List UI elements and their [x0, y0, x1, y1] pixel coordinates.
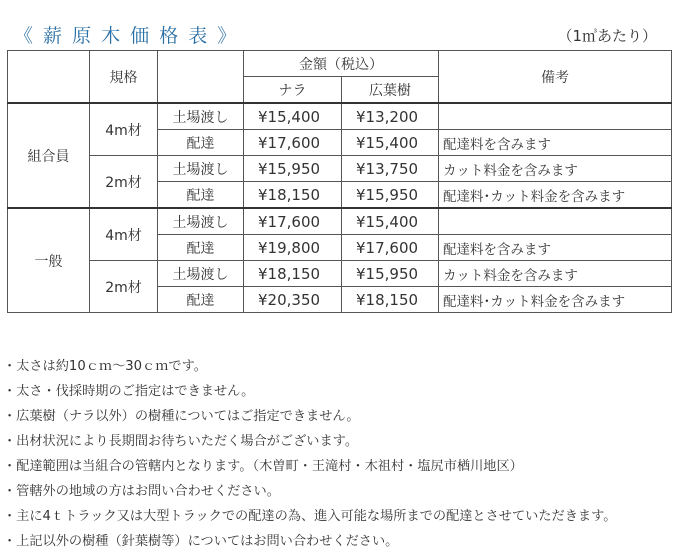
note-item: ・広葉樹（ナラ以外）の樹種についてはご指定できません。: [3, 409, 360, 424]
kouyouju-price-cell: ¥15,950: [342, 182, 439, 209]
header-kouyouju: 広葉樹: [342, 77, 439, 104]
header-nara: ナラ: [244, 77, 342, 104]
kouyouju-price-cell: ¥17,600: [342, 235, 439, 261]
size-cell: 2m材: [90, 261, 158, 313]
header-amount: 金額（税込）: [244, 51, 439, 77]
nara-price-cell: ¥17,600: [244, 130, 342, 156]
nara-price-cell: ¥19,800: [244, 235, 342, 261]
delivery-cell: 土場渡し: [158, 156, 244, 182]
remarks-cell: カット料金を含みます: [439, 261, 672, 287]
nara-price-cell: ¥17,600: [244, 208, 342, 235]
kouyouju-price-cell: ¥13,750: [342, 156, 439, 182]
kouyouju-price-cell: ¥15,400: [342, 208, 439, 235]
kouyouju-price-cell: ¥15,950: [342, 261, 439, 287]
delivery-cell: 土場渡し: [158, 208, 244, 235]
kouyouju-price-cell: ¥13,200: [342, 103, 439, 130]
nara-price-cell: ¥15,400: [244, 103, 342, 130]
remarks-cell: [439, 103, 672, 130]
price-table: [7, 50, 672, 313]
delivery-cell: 配達: [158, 235, 244, 261]
kouyouju-price-cell: ¥18,150: [342, 287, 439, 313]
header-blank-cell: [8, 51, 90, 104]
remarks-cell: 配達料を含みます: [439, 130, 672, 156]
table-row: [8, 103, 672, 130]
size-cell: 2m材: [90, 156, 158, 209]
nara-price-cell: ¥15,950: [244, 156, 342, 182]
member-type-cell: 組合員: [8, 103, 90, 208]
page-title: 《 薪 原 木 価 格 表 》: [14, 25, 239, 47]
header-blank-cell: [158, 51, 244, 104]
table-row: [8, 261, 672, 287]
note-item: ・配達範囲は当組合の管轄内となります。（木曽町・王滝村・木祖村・塩尻市楢川地区）: [3, 459, 523, 474]
remarks-cell: 配達料･カット料金を含みます: [439, 182, 672, 209]
kouyouju-price-cell: ¥15,400: [342, 130, 439, 156]
table-row: [8, 156, 672, 182]
notes-list: [3, 354, 616, 554]
delivery-cell: 土場渡し: [158, 103, 244, 130]
member-type-cell: 一般: [8, 208, 90, 313]
note-item: ・主に4ｔトラック又は大型トラックでの配達の為、進入可能な場所までの配達とさせていただきます。: [3, 509, 617, 524]
header-spec: 規格: [90, 51, 158, 104]
note-item: ・管轄外の地域の方はお問い合わせください。: [3, 484, 280, 499]
header-remarks: 備考: [439, 51, 672, 104]
delivery-cell: 配達: [158, 130, 244, 156]
note-item: ・太さ・伐採時期のご指定はできません。: [3, 384, 255, 399]
unit-label: （1㎥あたり）: [557, 27, 657, 45]
nara-price-cell: ¥20,350: [244, 287, 342, 313]
note-item: ・上記以外の樹種（針葉樹等）についてはお問い合わせください。: [3, 534, 399, 549]
remarks-cell: カット料金を含みます: [439, 156, 672, 182]
size-cell: 4m材: [90, 208, 158, 261]
note-item: ・太さは約10ｃｍ～30ｃｍです。: [3, 359, 207, 374]
table-row: [8, 208, 672, 235]
remarks-cell: 配達料･カット料金を含みます: [439, 287, 672, 313]
header-row: [8, 51, 672, 77]
note-item: ・出材状況により長期間お待ちいただく場合がございます。: [3, 434, 359, 449]
nara-price-cell: ¥18,150: [244, 261, 342, 287]
remarks-cell: [439, 208, 672, 235]
remarks-cell: 配達料を含みます: [439, 235, 672, 261]
size-cell: 4m材: [90, 103, 158, 156]
delivery-cell: 土場渡し: [158, 261, 244, 287]
delivery-cell: 配達: [158, 287, 244, 313]
nara-price-cell: ¥18,150: [244, 182, 342, 209]
delivery-cell: 配達: [158, 182, 244, 209]
